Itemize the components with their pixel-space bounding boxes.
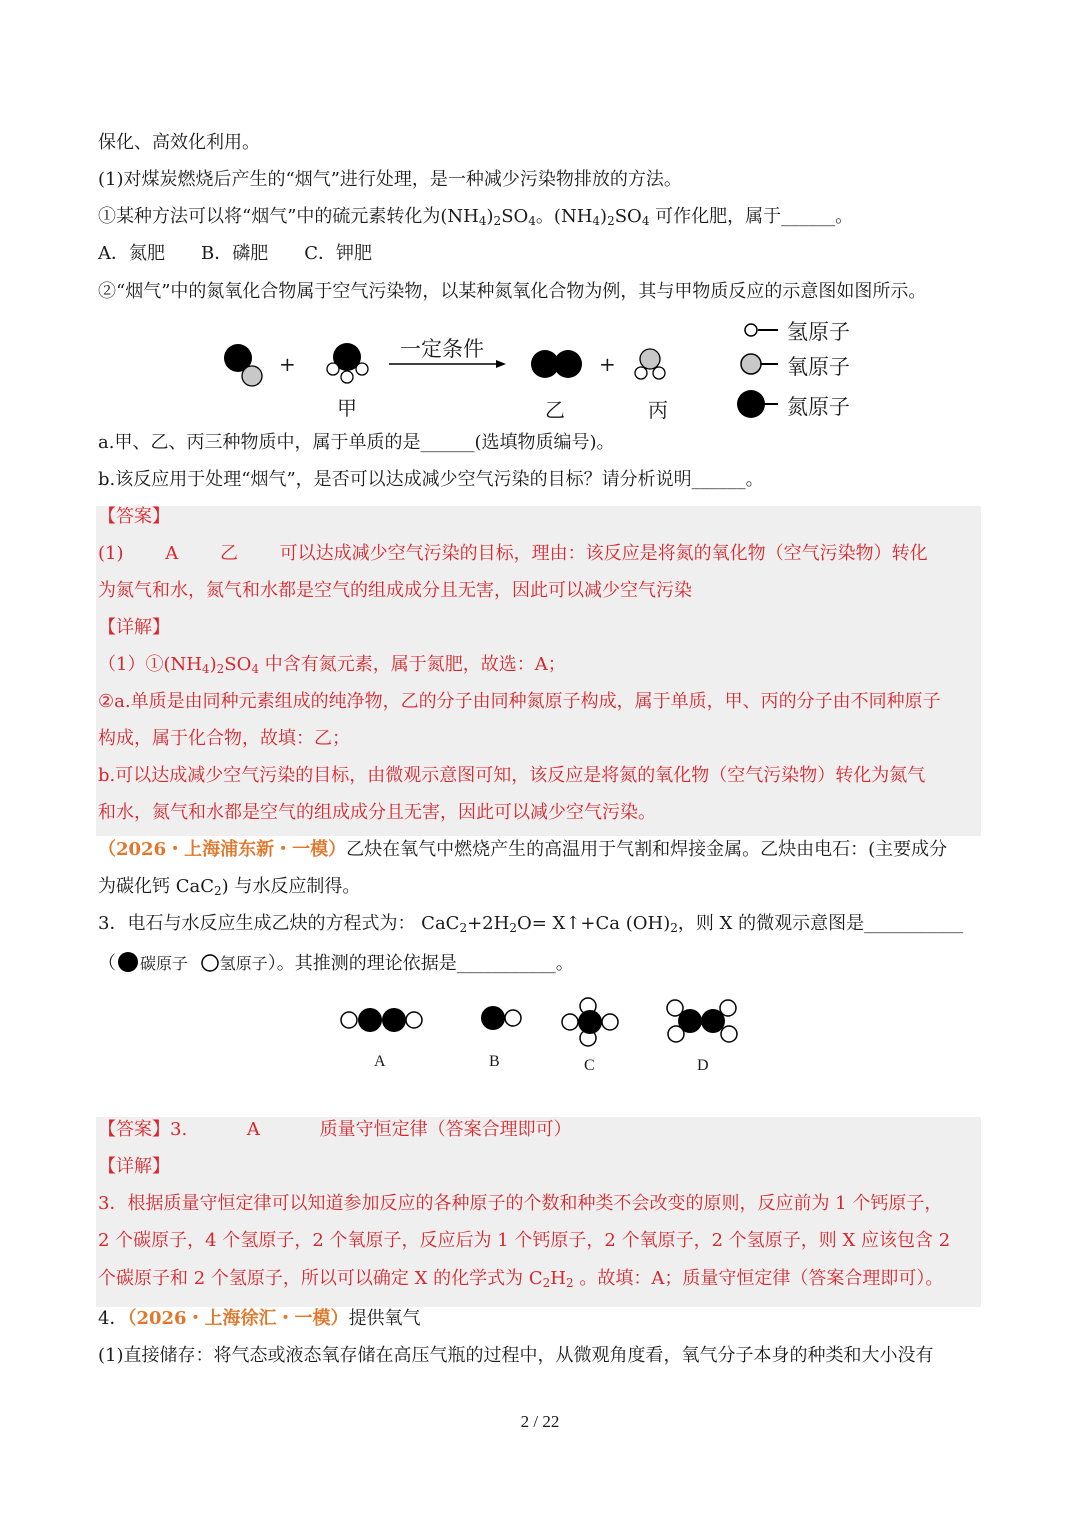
hydrogen-atom (406, 1012, 422, 1028)
detail-line: 和水，氮气和水都是空气的组成成分且无害，因此可以减少空气污染。 (98, 802, 656, 823)
arrow-head (496, 360, 506, 368)
hydrogen-atom (635, 367, 647, 379)
hydrogen-atom (505, 1010, 521, 1026)
oxygen-atom (242, 366, 262, 386)
text-line: ②“烟气”中的氮氧化合物属于空气污染物，以某种氮氧化合物为例，其与甲物质反应的示意图如图所示。 (98, 281, 927, 302)
hydrogen-atom (341, 371, 353, 383)
answer-tag: 【答案】 (98, 506, 170, 527)
text-line: a.甲、乙、丙三种物质中，属于单质的是______(选填物质编号)。 (98, 432, 615, 453)
label-yi: 乙 (545, 398, 565, 422)
label-jia: 甲 (337, 396, 357, 420)
option-label-b: B (489, 1053, 500, 1070)
detail-line: b.可以达成减少空气污染的目标，由微观示意图可知，该反应是将氮的氧化物（空气污染物）转化为氮气 (98, 765, 926, 786)
text-line: ①某种方法可以将“烟气”中的硫元素转化为$(NH_4)_2SO_4$。$(NH_4)_2SO_4$ 可作化肥，属于______。 (98, 206, 854, 228)
carbon-atom (578, 1010, 602, 1034)
legend-nitrogen-atom (737, 390, 765, 418)
question-text: 3．电石与水反应生成乙炔的方程式为： $CaC_2+2H_2O=$ X↑+Ca $(OH)_2$，则 X 的微观示意图是___________ (98, 913, 964, 935)
option-label-c: C (584, 1057, 595, 1074)
nitrogen-atom (554, 350, 582, 378)
text-line: b.该反应用于处理“烟气”，是否可以达成减少空气污染的目标？请分析说明______。 (98, 469, 764, 490)
carbon-atom (358, 1008, 382, 1032)
detail-line: 个碳原子和 2 个氢原子，所以可以确定 X 的化学式为 $C_2H_2$ 。故填：A；质量守恒定律（答案合理即可）。 (98, 1268, 944, 1290)
legend-nitrogen: 氮原子 (787, 395, 850, 419)
carbon-atom-icon (118, 952, 138, 972)
text-line: (1)直接储存：将气态或液态氧存储在高压气瓶的过程中，从微观角度看，氧气分子本身的种类和大小没有 (98, 1345, 934, 1366)
options-diagram (0, 990, 1080, 1050)
hydrogen-atom (602, 1014, 618, 1030)
option-label-a: A (374, 1053, 386, 1070)
detail-line: ②a.单质是由同种元素组成的纯净物，乙的分子由同种氮原子构成，属于单质，甲、丙的分子由不同种原子 (98, 691, 941, 712)
legend-oxygen: 氧原子 (787, 355, 850, 379)
plus-sign: + (599, 352, 616, 376)
reaction-condition: 一定条件 (400, 337, 484, 361)
page-number: 2 / 22 (520, 1412, 560, 1431)
question-intro: （2026・上海浦东新・一模）乙炔在氧气中燃烧产生的高温用于气割和焊接金属。乙炔由电石：(主要成分 (98, 839, 948, 860)
reaction-diagram (0, 310, 1080, 430)
hydrogen-atom (356, 363, 368, 375)
detail-line: 构成，属于化合物，故填：乙； (98, 728, 350, 749)
text-line: (1)对煤炭燃烧后产生的“烟气”进行处理，是一种减少污染物排放的方法。 (98, 169, 682, 190)
hydrogen-atom-icon (202, 955, 218, 971)
question-title: 4．（2026・上海徐汇・一模）提供氧气 (98, 1308, 421, 1329)
legend-oxygen-atom (741, 354, 761, 374)
carbon-atom (382, 1008, 406, 1032)
choice-line: A．氮肥 B．磷肥 C．钾肥 (98, 243, 372, 264)
answer-line: (1) A 乙 可以达成减少空气污染的目标，理由：该反应是将氮的氧化物（空气污染物）转化 (98, 543, 928, 564)
detail-tag: 【详解】 (98, 1156, 170, 1177)
text-line: 保化、高效化利用。 (98, 132, 260, 153)
detail-line: 2 个碳原子，4 个氢原子，2 个氧原子，反应后为 1 个钙原子，2 个氧原子，2 个氢原子，则 X 应该包含 2 (98, 1230, 951, 1251)
answer-line: 为氮气和水，氮气和水都是空气的组成成分且无害，因此可以减少空气污染 (98, 580, 692, 601)
answer-line: 【答案】3. A 质量守恒定律（答案合理即可） (98, 1119, 572, 1140)
detail-line: $(1)①(NH_4)_2SO_4$ 中含有氮元素，属于氮肥，故选：A； (98, 654, 566, 676)
plus-sign: + (279, 352, 296, 376)
hydrogen-atom (562, 1014, 578, 1030)
question-source: （2026・上海浦东新・一模） (98, 839, 347, 860)
option-label-d: D (697, 1057, 709, 1074)
hydrogen-atom (653, 367, 665, 379)
carbon-atom (678, 1009, 702, 1033)
question-source: （2026・上海徐汇・一模） (127, 1308, 349, 1329)
question-legend: （ 碳原子 氢原子）。其推测的理论依据是___________。 (98, 953, 574, 974)
carbon-atom (701, 1009, 725, 1033)
question-intro: 为碳化钙 CaC$_2$) 与水反应制得。 (98, 876, 361, 898)
legend-hydrogen-atom (745, 324, 757, 336)
label-bing: 丙 (648, 398, 668, 422)
carbon-atom (481, 1006, 505, 1030)
hydrogen-atom (721, 1026, 737, 1042)
detail-tag: 【详解】 (98, 617, 170, 638)
oxygen-atom (640, 349, 660, 369)
legend-hydrogen: 氢原子 (787, 320, 850, 344)
hydrogen-atom (327, 363, 339, 375)
hydrogen-atom (341, 1012, 357, 1028)
detail-line: 3．根据质量守恒定律可以知道参加反应的各种原子的个数和种类不会改变的原则，反应前为 1 个钙原子， (98, 1193, 943, 1214)
